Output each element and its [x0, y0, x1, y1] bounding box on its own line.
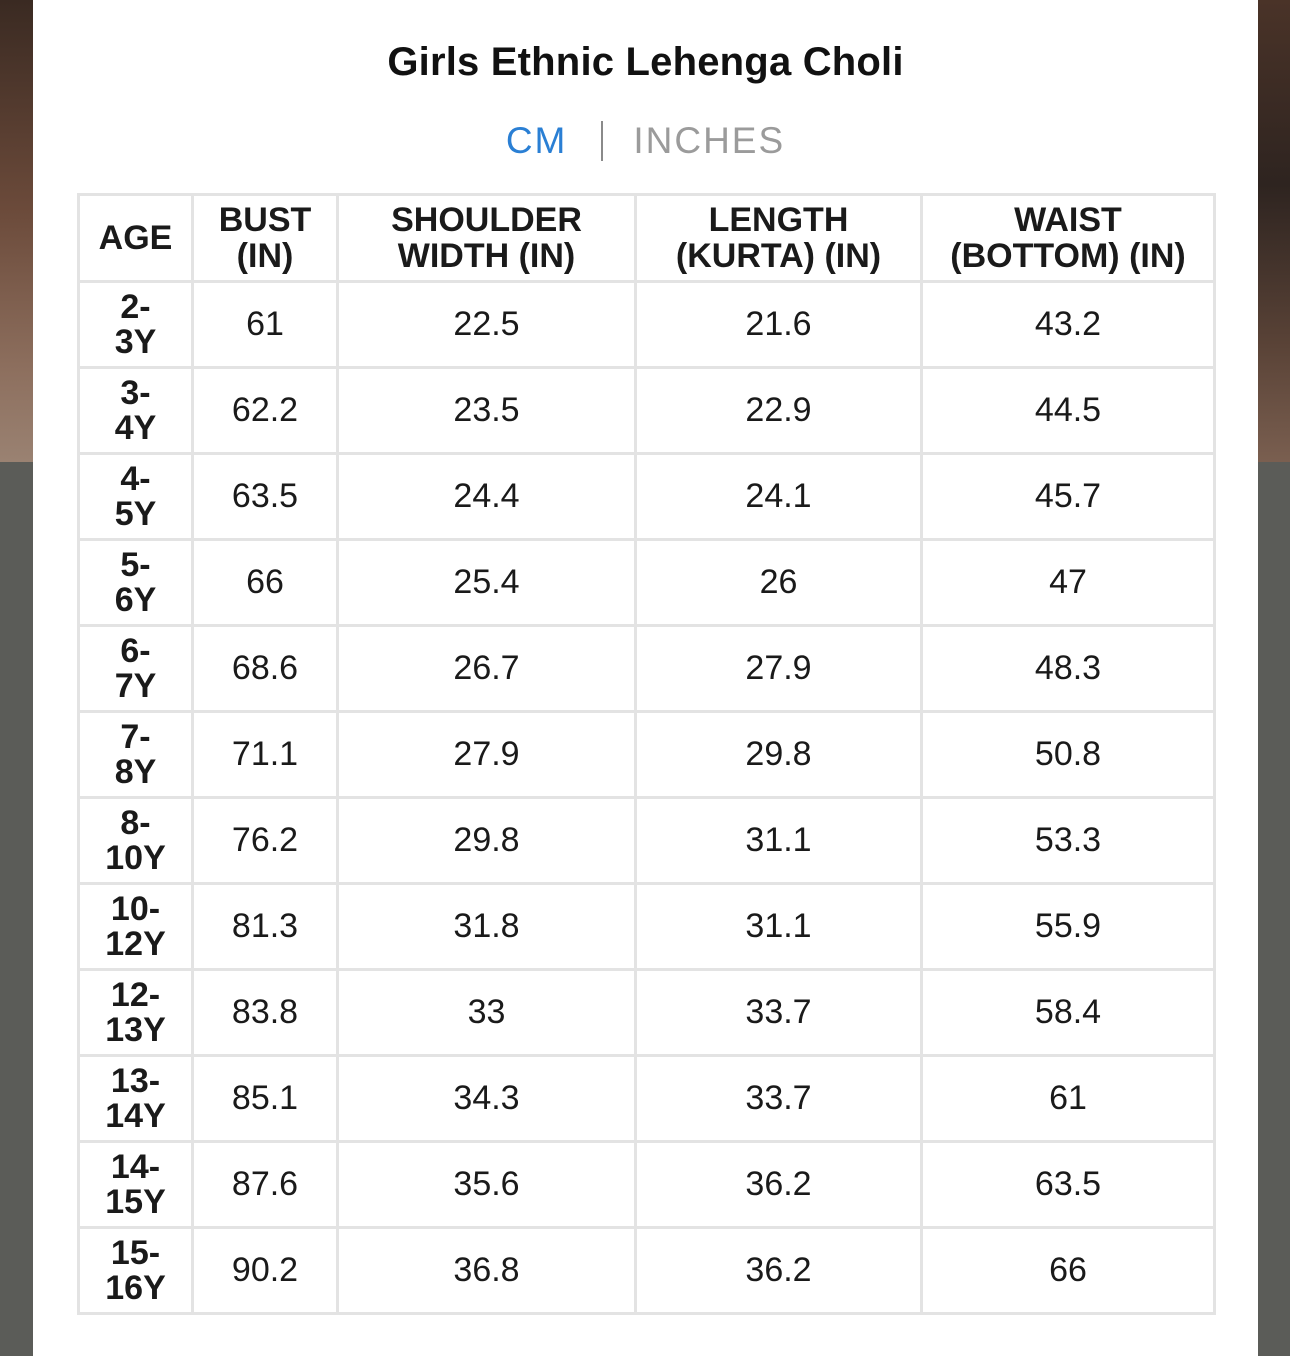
- bust-cell: 68.6: [193, 626, 338, 712]
- age-label-line: 6Y: [114, 580, 157, 619]
- age-cell: [79, 1228, 193, 1314]
- table-header-row: [79, 195, 1215, 282]
- length-cell: 33.7: [636, 1056, 922, 1142]
- bust-cell: 85.1: [193, 1056, 338, 1142]
- bust-cell: 76.2: [193, 798, 338, 884]
- age-label-line: 8Y: [114, 752, 157, 791]
- age-label-line: 4-: [120, 459, 151, 498]
- length-cell: 36.2: [636, 1228, 922, 1314]
- table-row: [79, 970, 1215, 1056]
- shoulder-cell: 36.8: [338, 1228, 636, 1314]
- bust-cell: 61: [193, 282, 338, 368]
- waist-cell: 58.4: [922, 970, 1215, 1056]
- shoulder-cell: 33: [338, 970, 636, 1056]
- age-label-line: 13-: [110, 1061, 161, 1100]
- age-label-line: 14-: [110, 1147, 161, 1186]
- age-label-line: 5Y: [114, 494, 157, 533]
- shoulder-cell: 27.9: [338, 712, 636, 798]
- age-label-line: 12-: [110, 975, 161, 1014]
- age-label-line: 14Y: [105, 1096, 166, 1135]
- table-row: [79, 540, 1215, 626]
- bust-cell: 83.8: [193, 970, 338, 1056]
- age-cell: [79, 798, 193, 884]
- bust-cell: 81.3: [193, 884, 338, 970]
- length-cell: 31.1: [636, 884, 922, 970]
- background-photo-left: [0, 0, 34, 462]
- age-cell: [79, 626, 193, 712]
- waist-cell: 50.8: [922, 712, 1215, 798]
- waist-cell: 43.2: [922, 282, 1215, 368]
- length-cell: 36.2: [636, 1142, 922, 1228]
- unit-toggle: [33, 120, 1258, 162]
- table-row: [79, 1142, 1215, 1228]
- age-label-line: 2-: [120, 287, 151, 326]
- age-cell: [79, 454, 193, 540]
- age-label-line: 7-: [120, 717, 151, 756]
- age-label-line: 15Y: [105, 1182, 166, 1221]
- size-chart-sheet: [33, 0, 1258, 1356]
- length-cell: 22.9: [636, 368, 922, 454]
- size-table-body: [79, 282, 1215, 1314]
- shoulder-cell: 24.4: [338, 454, 636, 540]
- length-cell: 27.9: [636, 626, 922, 712]
- header-age: AGE: [79, 195, 193, 282]
- unit-inches-tab[interactable]: INCHES: [633, 120, 786, 161]
- table-row: [79, 798, 1215, 884]
- waist-cell: 63.5: [922, 1142, 1215, 1228]
- waist-cell: 44.5: [922, 368, 1215, 454]
- age-label-line: 16Y: [105, 1268, 166, 1307]
- background-photo-right: [1256, 0, 1290, 462]
- age-label-line: 3Y: [114, 322, 157, 361]
- table-row: [79, 884, 1215, 970]
- table-row: [79, 1228, 1215, 1314]
- length-cell: 31.1: [636, 798, 922, 884]
- bust-cell: 87.6: [193, 1142, 338, 1228]
- age-label-line: 10Y: [105, 838, 166, 877]
- age-label-line: 13Y: [105, 1010, 166, 1049]
- age-cell: [79, 1056, 193, 1142]
- age-label-line: 4Y: [114, 408, 157, 447]
- shoulder-cell: 29.8: [338, 798, 636, 884]
- age-cell: [79, 970, 193, 1056]
- length-cell: 24.1: [636, 454, 922, 540]
- size-table: [77, 193, 1216, 1315]
- header-waist-bottom: WAIST (BOTTOM) (IN): [922, 195, 1215, 282]
- size-chart-title: Girls Ethnic Lehenga Choli: [387, 40, 904, 84]
- age-label-line: 12Y: [105, 924, 166, 963]
- table-row: [79, 368, 1215, 454]
- age-label-line: 7Y: [114, 666, 157, 705]
- waist-cell: 48.3: [922, 626, 1215, 712]
- shoulder-cell: 26.7: [338, 626, 636, 712]
- bust-cell: 90.2: [193, 1228, 338, 1314]
- length-cell: 33.7: [636, 970, 922, 1056]
- length-cell: 21.6: [636, 282, 922, 368]
- shoulder-cell: 22.5: [338, 282, 636, 368]
- length-cell: 26: [636, 540, 922, 626]
- shoulder-cell: 35.6: [338, 1142, 636, 1228]
- table-row: [79, 626, 1215, 712]
- waist-cell: 47: [922, 540, 1215, 626]
- header-bust: BUST (IN): [193, 195, 338, 282]
- length-cell: 29.8: [636, 712, 922, 798]
- table-row: [79, 454, 1215, 540]
- waist-cell: 61: [922, 1056, 1215, 1142]
- age-cell: [79, 540, 193, 626]
- table-row: [79, 712, 1215, 798]
- bust-cell: 63.5: [193, 454, 338, 540]
- table-row: [79, 282, 1215, 368]
- age-cell: [79, 712, 193, 798]
- shoulder-cell: 23.5: [338, 368, 636, 454]
- waist-cell: 45.7: [922, 454, 1215, 540]
- waist-cell: 53.3: [922, 798, 1215, 884]
- bust-cell: 66: [193, 540, 338, 626]
- age-label-line: 8-: [120, 803, 151, 842]
- shoulder-cell: 34.3: [338, 1056, 636, 1142]
- waist-cell: 66: [922, 1228, 1215, 1314]
- age-label-line: 15-: [110, 1233, 161, 1272]
- age-cell: [79, 884, 193, 970]
- unit-cm-tab[interactable]: CM: [505, 120, 568, 161]
- shoulder-cell: 31.8: [338, 884, 636, 970]
- age-label-line: 6-: [120, 631, 151, 670]
- age-label-line: 10-: [110, 889, 161, 928]
- age-cell: [79, 1142, 193, 1228]
- bust-cell: 62.2: [193, 368, 338, 454]
- header-shoulder-width: SHOULDER WIDTH (IN): [338, 195, 636, 282]
- age-cell: [79, 368, 193, 454]
- age-label-line: 3-: [120, 373, 151, 412]
- age-cell: [79, 282, 193, 368]
- table-row: [79, 1056, 1215, 1142]
- header-length-kurta: LENGTH (KURTA) (IN): [636, 195, 922, 282]
- age-label-line: 5-: [120, 545, 151, 584]
- bust-cell: 71.1: [193, 712, 338, 798]
- waist-cell: 55.9: [922, 884, 1215, 970]
- shoulder-cell: 25.4: [338, 540, 636, 626]
